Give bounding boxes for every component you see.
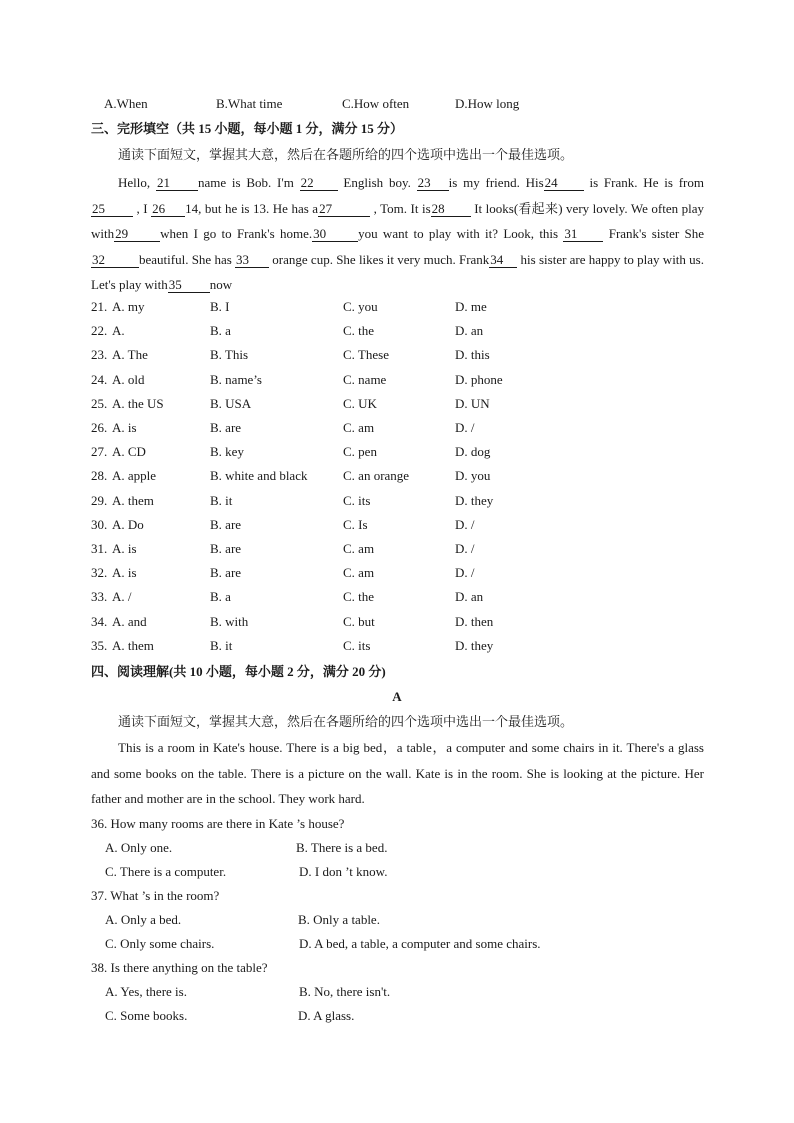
question-number: 31. (91, 541, 108, 556)
option-c: C. am (343, 420, 375, 435)
option-d: D. an (455, 323, 484, 339)
option-b: B. There is a bed. (296, 840, 388, 855)
option-a: A.When (104, 96, 148, 111)
question-number: 22. (91, 323, 108, 339)
option-b: B. are (210, 541, 242, 556)
option-b: B. a (210, 589, 231, 605)
section3-heading: 三、完形填空（共 15 小题，每小题 1 分，满分 15 分） (91, 121, 404, 136)
option-d: D. I don ’t know. (299, 864, 388, 879)
question-number: 25. (91, 395, 108, 411)
blank-30: 30 (312, 227, 358, 242)
option-c: C. There is a computer. (105, 864, 227, 879)
option-a: A. CD (112, 444, 146, 460)
blank-27: 27 (318, 202, 370, 217)
option-d: D. an (455, 589, 484, 605)
option-d: D. phone (455, 371, 503, 387)
part-label: A (392, 689, 402, 704)
option-c: C.How often (342, 96, 410, 111)
option-a: A. Only a bed. (105, 912, 182, 927)
option-d: D. A bed, a table, a computer and some chairs. (299, 936, 541, 951)
option-c: C. am (343, 541, 375, 556)
option-d: D. they (455, 637, 494, 653)
option-b: B. I (210, 299, 230, 314)
option-a: A. is (112, 565, 137, 581)
blank-28: 28 (431, 202, 471, 217)
option-a: A. Only one. (105, 840, 173, 855)
blank-24: 24 (544, 176, 584, 191)
question-37-stem: 37. What ’s in the room? (91, 888, 220, 903)
question-number: 23. (91, 347, 108, 363)
option-d: D. dog (455, 444, 491, 460)
option-a: A. my (112, 299, 145, 314)
reading-passage: This is a room in Kate's house. There is a big bed，a table，a computer and some chairs in it. There's a glass and some books on the table. There is a picture on the wall. Kate is in the room. She is looking at the picture. Her father and mother are in the school. They work hard. (91, 740, 704, 806)
blank-23: 23 (417, 176, 449, 191)
option-b: B. No, there isn't. (299, 984, 391, 999)
blank-26: 26 (151, 202, 185, 217)
question-number: 26. (91, 420, 108, 435)
option-b: B. key (210, 444, 244, 460)
option-c: C. the (343, 589, 375, 605)
option-c: C. you (343, 299, 378, 314)
question-number: 32. (91, 565, 108, 581)
question-number: 35. (91, 637, 108, 653)
question-number: 34. (91, 613, 108, 629)
option-a: A. Do (112, 516, 144, 532)
option-b: B. This (210, 347, 249, 363)
option-c: C. the (343, 323, 375, 339)
option-c: C. an orange (343, 468, 410, 484)
option-b: B.What time (216, 96, 283, 111)
section4-heading: 四、阅读理解(共 10 小题，每小题 2 分，满分 20 分) (91, 664, 386, 679)
blank-32: 32 (91, 253, 139, 268)
option-d: D. UN (455, 395, 490, 411)
option-c: C. Some books. (105, 1008, 188, 1023)
option-d: D. this (455, 347, 490, 363)
option-a: A. is (112, 420, 137, 435)
option-d: D. / (455, 565, 475, 581)
blank-22: 22 (300, 176, 338, 191)
option-b: B. are (210, 565, 242, 581)
question-36-stem: 36. How many rooms are there in Kate ’s house? (91, 816, 345, 831)
option-c: C. UK (343, 395, 377, 411)
option-d: D. / (455, 420, 475, 435)
option-c: C. name (343, 371, 387, 387)
option-b: B. USA (210, 395, 252, 411)
option-d: D. / (455, 516, 475, 532)
option-b: B. with (210, 613, 249, 629)
blank-29: 29 (114, 227, 160, 242)
question-number: 21. (91, 299, 108, 314)
option-a: A. them (112, 637, 154, 653)
question-number: 33. (91, 589, 108, 605)
blank-25: 25 (91, 202, 133, 217)
question-number: 30. (91, 516, 108, 532)
option-a: A. The (112, 347, 148, 363)
option-b: B. name’s (210, 371, 262, 387)
option-a: A. and (112, 613, 147, 629)
option-d: D. A glass. (298, 1008, 355, 1023)
option-d: D. they (455, 492, 494, 508)
option-d: D. / (455, 541, 475, 556)
option-b: B. a (210, 323, 231, 339)
option-c: C. am (343, 565, 375, 581)
question-number: 24. (91, 371, 108, 387)
option-a: A. (112, 323, 125, 339)
option-a: A. apple (112, 468, 157, 484)
option-c: C. its (343, 637, 371, 653)
blank-33: 33 (235, 253, 269, 268)
blank-34: 34 (489, 253, 517, 268)
option-b: B. it (210, 492, 233, 508)
question-38-stem: 38. Is there anything on the table? (91, 960, 268, 975)
section4-instruction: 通读下面短文，掌握其大意，然后在各题所给的四个选项中选出一个最佳选项。 (118, 714, 574, 729)
option-c: C. but (343, 613, 375, 629)
question-number: 29. (91, 492, 108, 508)
option-b: B. white and black (210, 468, 308, 484)
option-b: B. are (210, 420, 242, 435)
blank-31: 31 (563, 227, 603, 242)
option-b: B. it (210, 637, 233, 653)
question-number: 27. (91, 444, 108, 460)
option-c: C. Only some chairs. (105, 936, 215, 951)
option-c: C. pen (343, 444, 377, 460)
question-number: 28. (91, 468, 108, 484)
option-a: A. the US (112, 395, 164, 411)
option-d: D. then (455, 613, 494, 629)
blank-35: 35 (168, 278, 210, 293)
option-b: B. Only a table. (298, 912, 380, 927)
option-b: B. are (210, 516, 242, 532)
option-c: C. These (343, 347, 389, 363)
option-a: A. / (112, 589, 132, 605)
option-c: C. its (343, 492, 371, 508)
option-a: A. is (112, 541, 137, 556)
cloze-passage: Hello, 21 name is Bob. I'm 22 English boy. 23 is my friend. His24 is Frank. He is from 25 , I 26 14, but he is 13. He has a27 , Tom. It is28 It looks(看起来) very lovely. We often play with29 when I go to Frank's home.30 you want to play with it? Look, this 31 Frank's sister She32 beautiful. She has 33 orange cup. She likes it very much. Frank34 his sister are happy to play with us. Let's play with35 now (91, 175, 705, 292)
option-d: D. me (455, 299, 487, 314)
option-d: D. you (455, 468, 491, 484)
option-a: A. Yes, there is. (105, 984, 187, 999)
option-d: D.How long (455, 96, 520, 111)
option-a: A. them (112, 492, 154, 508)
blank-21: 21 (156, 176, 198, 191)
option-c: C. Is (343, 516, 368, 532)
section3-instruction: 通读下面短文，掌握其大意，然后在各题所给的四个选项中选出一个最佳选项。 (118, 147, 574, 162)
option-a: A. old (112, 371, 145, 387)
